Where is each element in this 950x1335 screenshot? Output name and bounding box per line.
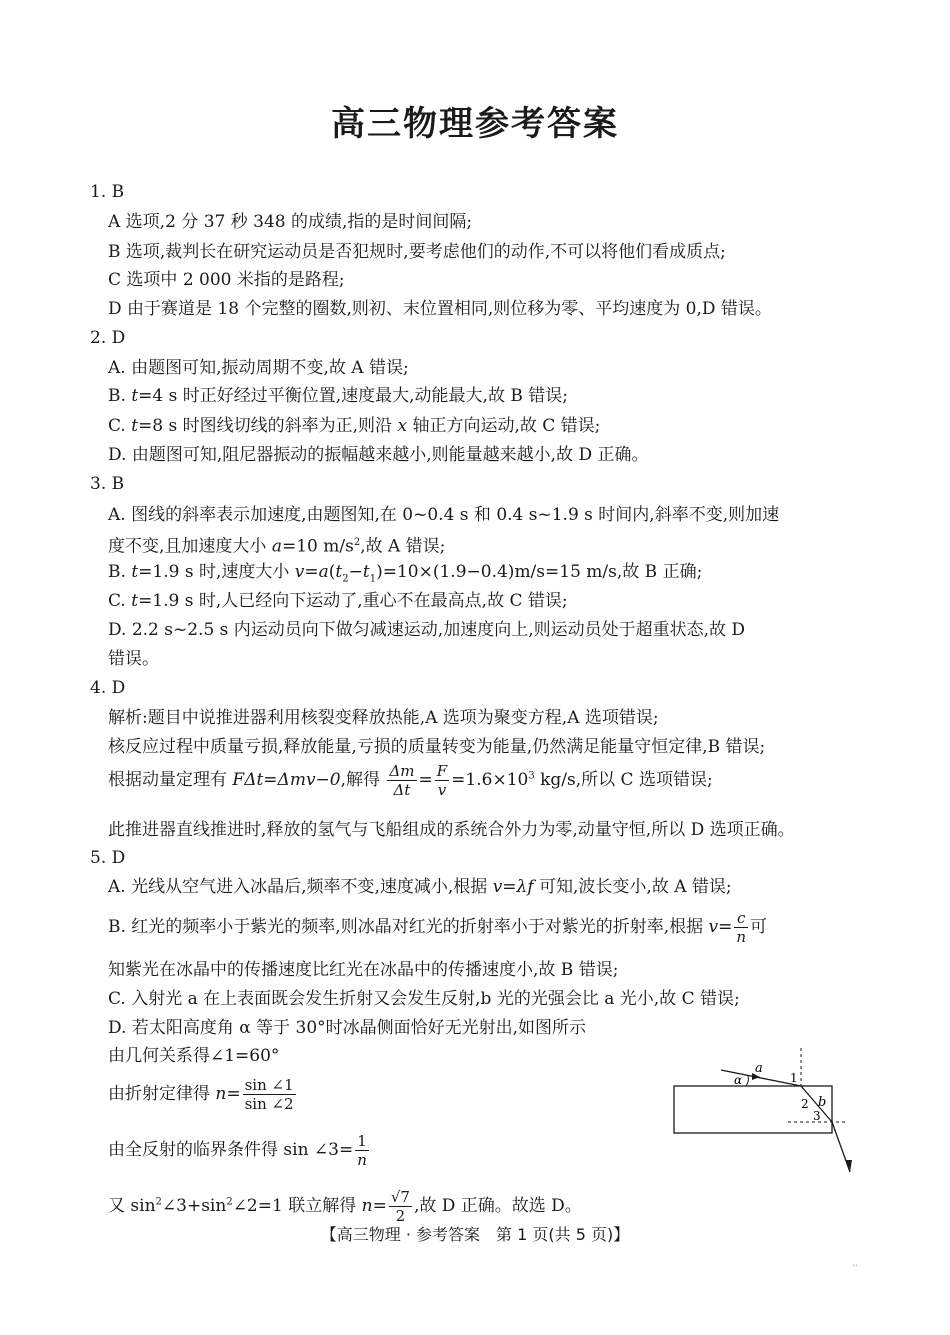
q5-option-d-line2: 由几何关系得∠1=60° <box>108 1046 280 1066</box>
q1-label: 1. B <box>90 182 125 202</box>
q2-option-a: A. 由题图可知,振动周期不变,故 A 错误; <box>108 358 409 378</box>
exit-arrow <box>845 1160 852 1172</box>
page-title: 高三物理参考答案 <box>331 104 619 144</box>
fraction-sin1-sin2: $\frac{\sin \angle 1}{\sin \angle 2}$ <box>244 1076 294 1113</box>
q1-option-d: D 由于赛道是 18 个完整的圈数,则初、末位置相同,则位移为零、平均速度为 0,D 错误。 <box>108 299 772 319</box>
q5-option-b-line1: B. 红光的频率小于紫光的频率,则冰晶对红光的折射率小于对紫光的折射率,根据 v= $\frac{c}{n}$ 可 <box>108 909 768 946</box>
fraction-dm-dt: $\frac{\Delta m}{\Delta t}$ <box>389 762 415 799</box>
q1-option-a: A 选项,2 分 37 秒 348 的成绩,指的是时间间隔; <box>108 212 473 232</box>
q1-option-b: B 选项,裁判长在研究运动员是否犯规时,要考虑他们的动作,不可以将他们看成质点; <box>108 242 726 262</box>
label-b: b <box>818 1095 827 1110</box>
q3-label: 3. B <box>90 474 125 494</box>
label-angle-2: 2 <box>801 1097 809 1111</box>
label-a: a <box>755 1061 763 1076</box>
q5-label: 5. D <box>90 848 126 868</box>
q3-option-d-line1: D. 2.2 s~2.5 s 内运动员向下做匀减速运动,加速度向上,则运动员处于超重状态,故 D <box>108 620 746 640</box>
q4-line-a: 解析:题目中说推进器利用核裂变释放热能,A 选项为聚变方程,A 选项错误; <box>108 708 659 728</box>
q1-option-c: C 选项中 2 000 米指的是路程; <box>108 270 345 290</box>
q3-option-a-line2: 度不变,且加速度大小 a=10 $m/s^2$,故 A 错误; <box>108 536 446 557</box>
fraction-sqrt7-2: $\frac{√7}{2}$ <box>390 1188 410 1225</box>
fraction-f-v: $\frac{F}{v}$ <box>436 762 448 799</box>
alpha-arc <box>746 1076 748 1086</box>
q5-option-d-line5: 又 $\sin^2\angle 3+\sin^2\angle 2=1$ 联立解得 n= $\frac{√7}{2}$ ,故 D 正确。故选 D。 <box>108 1188 582 1225</box>
q5-option-d-line4: 由全反射的临界条件得 sin ∠3= $\frac{1}{n}$ <box>108 1132 367 1169</box>
q4-label: 4. D <box>90 678 126 698</box>
q4-line-b: 核反应过程中质量亏损,释放能量,亏损的质量转变为能量,仍然满足能量守恒定律,B 错误; <box>108 737 766 757</box>
q5-option-b-line2: 知紫光在冰晶中的传播速度比红光在冰晶中的传播速度小,故 B 错误; <box>108 960 619 980</box>
q2-option-b: B. t=4 s 时正好经过平衡位置,速度最大,动能最大,故 B 错误; <box>108 386 568 406</box>
q5-option-a: A. 光线从空气进入冰晶后,频率不变,速度减小,根据 v=λf 可知,波长变小,故 A 错误; <box>108 877 732 897</box>
ice-crystal-refraction-diagram <box>668 1040 868 1175</box>
fraction-c-n: $\frac{c}{n}$ <box>736 909 747 946</box>
footer-dots: .. <box>852 1258 859 1269</box>
q5-option-d-line3: 由折射定律得 n= $\frac{\sin \angle 1}{\sin \angle 2}$ <box>108 1076 294 1113</box>
page-footer: 【高三物理 · 参考答案 第 1 页(共 5 页)】 <box>320 1225 630 1244</box>
q2-option-d: D. 由题图可知,阻尼器振动的振幅越来越小,则能量越来越小,故 D 正确。 <box>108 445 649 465</box>
q3-option-a-line1: A. 图线的斜率表示加速度,由题图知,在 0~0.4 s 和 0.4 s~1.9 s 时间内,斜率不变,则加速 <box>108 505 780 525</box>
label-angle-1: 1 <box>790 1071 798 1085</box>
q4-line-d: 此推进器直线推进时,释放的氢气与飞船组成的系统合外力为零,动量守恒,所以 D 选项正确。 <box>108 820 795 840</box>
q2-label: 2. D <box>90 328 126 348</box>
fraction-1-n: $\frac{1}{n}$ <box>357 1132 367 1169</box>
label-angle-3: 3 <box>813 1109 821 1123</box>
q4-line-c: 根据动量定理有 FΔt=Δmv−0,解得 $\frac{\Delta m}{\Delta t}$ = $\frac{F}{v}$ $=1.6\times 10^3$ kg/s,所以 C 选项错误; <box>108 762 713 799</box>
q5-option-d-line1: D. 若太阳高度角 α 等于 30°时冰晶侧面恰好无光射出,如图所示 <box>108 1018 587 1038</box>
q3-option-d-line2: 错误。 <box>108 649 159 669</box>
q3-option-b: B. t=1.9 s 时,速度大小 $v=a(t_2-t_1)=10\times(1.9-0.4)m/s=15$ m/s,故 B 正确; <box>108 562 703 585</box>
q5-option-c: C. 入射光 a 在上表面既会发生折射又会发生反射,b 光的光强会比 a 光小,故 C 错误; <box>108 989 740 1009</box>
q2-option-c: C. t=8 s 时图线切线的斜率为正,则沿 x 轴正方向运动,故 C 错误; <box>108 416 601 436</box>
label-alpha: α <box>734 1073 743 1087</box>
q3-option-c: C. t=1.9 s 时,人已经向下运动了,重心不在最高点,故 C 错误; <box>108 591 568 611</box>
